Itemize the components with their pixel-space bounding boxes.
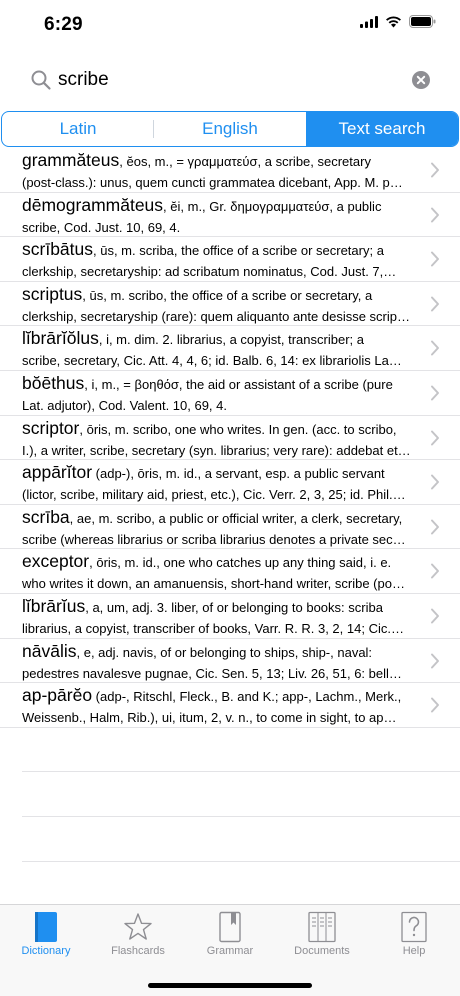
entry-grammar: , a, um, adj. 3. liber, of or belonging to books: scriba: [85, 599, 383, 615]
tab-bar: [0, 904, 460, 996]
entry-grammar: , e, adj. navis, of or belonging to ships, ship-, naval:: [76, 644, 373, 660]
entry-grammar: (adp-, Ritschl, Fleck., B. and K.; app-, Lachm., Merk.,: [92, 689, 402, 705]
tab-label: Help: [402, 945, 426, 957]
list-item[interactable]: [0, 282, 460, 327]
book-icon: [32, 911, 60, 943]
chevron-right-icon: [430, 207, 440, 223]
entry-snippet: scribe, Cod. Just. 10, 69, 4.: [22, 219, 181, 235]
tab-documents[interactable]: [276, 911, 368, 957]
entry-greek: δημογραμματεύσ: [230, 198, 330, 214]
results-list: [0, 148, 460, 906]
entry-definition: , a scribe, secretary: [257, 154, 371, 169]
list-item[interactable]: [0, 148, 460, 193]
entry-snippet: (post-class.): unus, quem cuncti grammatea dicebant, App. M. p…: [22, 175, 403, 190]
home-indicator: [148, 983, 312, 988]
chevron-right-icon: [430, 653, 440, 669]
list-item[interactable]: [0, 237, 460, 282]
entry-snippet: pedestres navalesve pugnae, Cic. Sen. 5, 13; Liv. 26, 51, 6: bell…: [22, 665, 402, 681]
entry-snippet: Lat. adjutor), Cod. Valent. 10, 69, 4.: [22, 397, 227, 413]
entry-grammar: , ōris, m. id., one who catches up any thing said, i. e.: [89, 555, 392, 571]
entry-definition: , a public: [329, 198, 382, 214]
search-icon: [30, 69, 52, 91]
entry-snippet: clerkship, secretaryship: ad scribatum nominatus, Cod. Just. 7,…: [22, 264, 397, 280]
entry-headword: lĭbrārĭŏlus: [22, 328, 99, 349]
tab-label: Documents: [294, 945, 350, 957]
chevron-right-icon: [430, 162, 440, 178]
list-item[interactable]: [0, 460, 460, 505]
segment-english[interactable]: English: [202, 119, 258, 138]
search-input[interactable]: scribe: [58, 69, 109, 90]
chevron-right-icon: [430, 697, 440, 713]
chevron-right-icon: [430, 251, 440, 267]
chevron-right-icon: [430, 430, 440, 446]
entry-snippet: clerkship, secretaryship (rare): quem aliquanto ante desisse scrip…: [22, 308, 411, 324]
list-item[interactable]: [0, 639, 460, 684]
entry-snippet: (lictor, scribe, military aid, priest, etc.), Cic. Verr. 2, 3, 25; id. Phil.…: [22, 487, 406, 503]
entry-headword: nāvālis: [22, 640, 77, 661]
tab-grammar[interactable]: [184, 911, 276, 957]
bookmark-book-icon: [216, 911, 244, 943]
entry-grammar: , i, m. dim. 2. librarius, a copyist, transcriber; a: [98, 332, 364, 348]
entry-headword: exceptor: [22, 551, 90, 572]
entry-headword: scrībātus: [22, 239, 93, 260]
list-item[interactable]: [0, 505, 460, 550]
list-item[interactable]: [0, 326, 460, 371]
entry-headword: scrība: [22, 506, 70, 527]
documents-icon: [306, 911, 338, 943]
tab-label: Flashcards: [111, 945, 165, 957]
entry-snippet: librarius, a copyist, transcriber of books, Varr. R. R. 3, 2, 14; Cic.…: [22, 620, 404, 636]
segment-latin[interactable]: Latin: [2, 112, 154, 146]
list-item[interactable]: [0, 549, 460, 594]
entry-headword: scriptor: [22, 417, 80, 438]
empty-row: [22, 728, 460, 773]
entry-grammar: , ĕos, m., =: [119, 154, 188, 169]
entry-grammar: , ūs, m. scribo, the office of a scribe or secretary, a: [82, 287, 373, 303]
battery-icon: [409, 15, 436, 28]
chevron-right-icon: [430, 608, 440, 624]
status-time: 6:29: [44, 14, 83, 35]
entry-snippet: who writes it down, an amanuensis, short-hand writer, scribe (po…: [22, 576, 405, 592]
tab-dictionary[interactable]: [0, 911, 92, 957]
entry-grammar: , ōris, m. scribo, one who writes. In gen. (acc. to scribo,: [79, 421, 397, 437]
empty-row: [22, 862, 460, 907]
wifi-icon: [385, 16, 402, 28]
entry-snippet: scribe (whereas librarius or scriba librarius denotes a private sec…: [22, 531, 406, 547]
empty-row: [22, 817, 460, 862]
entry-headword: scriptus: [22, 283, 83, 304]
status-bar: [0, 0, 460, 50]
entry-headword: ap-pārĕo: [22, 685, 93, 706]
search-mode-segmented-control: [1, 111, 459, 147]
entry-snippet: I.), a writer, scribe, secretary (syn. librarius; very rare): addebat et…: [22, 442, 411, 458]
tab-label: Dictionary: [21, 945, 71, 957]
chevron-right-icon: [430, 474, 440, 490]
list-item[interactable]: [0, 193, 460, 238]
chevron-right-icon: [430, 519, 440, 535]
entry-greek: βοηθόσ: [134, 376, 179, 392]
segment-text-search[interactable]: Text search: [306, 112, 458, 146]
entry-headword: appārĭtor: [22, 462, 93, 483]
clear-icon[interactable]: [412, 71, 430, 89]
chevron-right-icon: [430, 563, 440, 579]
entry-grammar: , i, m., =: [84, 376, 135, 392]
entry-headword: dēmogrammăteus: [22, 194, 164, 215]
entry-headword: bŏēthus: [22, 372, 85, 393]
help-icon: [400, 911, 428, 943]
star-icon: [123, 911, 153, 943]
entry-grammar: (adp-), ōris, m. id., a servant, esp. a public servant: [92, 466, 385, 482]
tab-label: Grammar: [206, 945, 254, 957]
search-bar[interactable]: [22, 58, 438, 102]
list-item[interactable]: [0, 594, 460, 639]
tab-help[interactable]: [368, 911, 460, 957]
entry-snippet: Weissenb., Halm, Rib.), ui, itum, 2, v. n., to come in sight, to ap…: [22, 710, 397, 726]
chevron-right-icon: [430, 296, 440, 312]
entry-definition: , the aid or assistant of a scribe (pure: [178, 376, 393, 392]
status-icons: [360, 15, 436, 28]
signal-icon: [360, 16, 378, 28]
entry-grammar: , ĕi, m., Gr.: [163, 198, 231, 214]
list-item[interactable]: [0, 416, 460, 461]
entry-snippet: scribe, secretary, Cic. Att. 4, 4, 6; id. Balb. 6, 14: ex librariolis La…: [22, 353, 402, 369]
tab-flashcards[interactable]: [92, 911, 184, 957]
chevron-right-icon: [430, 340, 440, 356]
chevron-right-icon: [430, 385, 440, 401]
list-item[interactable]: [0, 371, 460, 416]
entry-grammar: , ūs, m. scriba, the office of a scribe or secretary; a: [93, 243, 384, 259]
empty-row: [22, 772, 460, 817]
entry-grammar: , ae, m. scribo, a public or official writer, a clerk, secretary,: [69, 510, 403, 526]
entry-headword: grammăteus: [22, 150, 120, 170]
entry-greek: γραμματεύσ: [187, 154, 258, 169]
entry-headword: lĭbrārĭus: [22, 595, 86, 616]
list-item[interactable]: [0, 683, 460, 728]
